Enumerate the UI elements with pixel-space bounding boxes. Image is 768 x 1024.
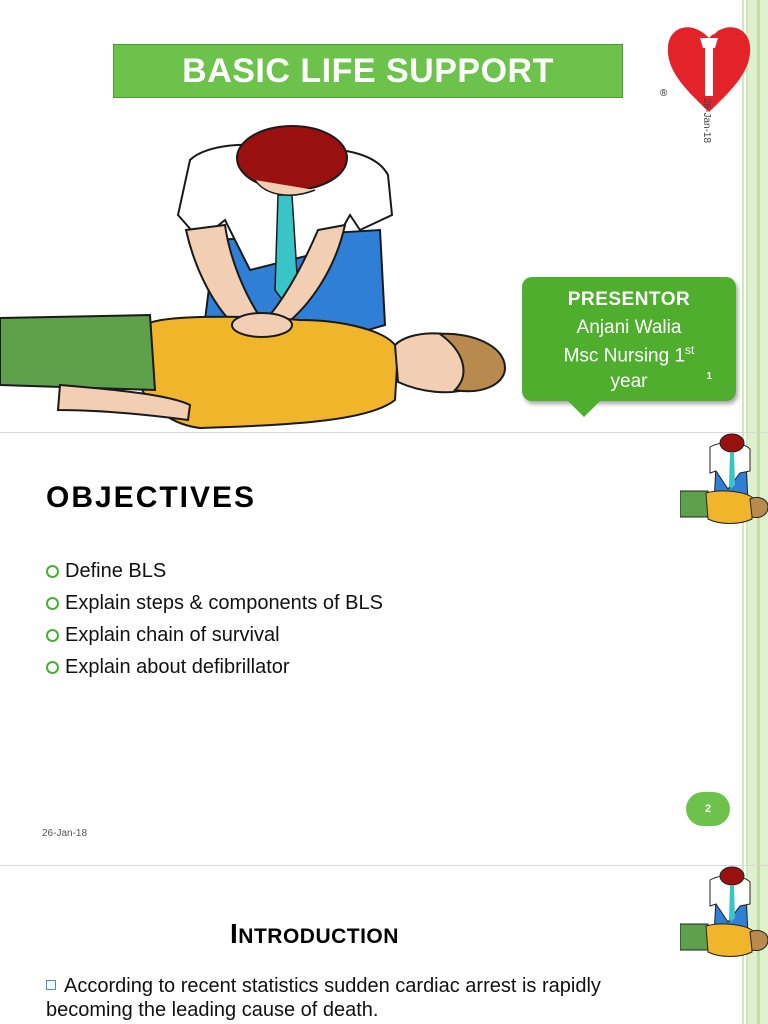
- introduction-title: INTRODUCTION: [230, 918, 399, 949]
- objectives-list: [46, 559, 383, 687]
- objectives-title: OBJECTIVES: [46, 481, 257, 514]
- circle-bullet-icon: [46, 661, 59, 674]
- list-item: Explain steps & components of BLS: [46, 591, 383, 623]
- presenter-year: year: [610, 371, 648, 392]
- list-item: Explain about defibrillator: [46, 655, 383, 687]
- list-item: Explain chain of survival: [46, 623, 383, 655]
- presenter-course: Msc Nursing 1st: [563, 343, 695, 367]
- registered-mark: ®: [660, 88, 668, 99]
- slide-1: [0, 0, 768, 432]
- circle-bullet-icon: [46, 597, 59, 610]
- slide-number: 1: [706, 371, 712, 382]
- slide-2: [0, 433, 768, 865]
- slide-date: 26-Jan-18: [42, 828, 88, 839]
- circle-bullet-icon: [46, 565, 59, 578]
- cpr-illustration: [0, 120, 520, 432]
- slide-title: BASIC LIFE SUPPORT: [113, 44, 623, 98]
- square-bullet-icon: [46, 980, 56, 990]
- cpr-thumbnail-icon: [680, 866, 768, 964]
- presenter-name: Anjani Walia: [576, 317, 682, 338]
- circle-bullet-icon: [46, 629, 59, 642]
- cpr-thumbnail-icon: [680, 433, 768, 531]
- vertical-date: 26-Jan-18: [701, 98, 712, 144]
- introduction-body: According to recent statistics sudden cardiac arrest is rapidly becoming the leading cause of death.: [46, 975, 601, 1021]
- presenter-callout: [522, 277, 736, 401]
- slide-3: [0, 866, 768, 1024]
- list-item: Define BLS: [46, 559, 383, 591]
- presenter-heading: PRESENTOR: [567, 289, 691, 310]
- page-number-badge: 2: [686, 792, 730, 826]
